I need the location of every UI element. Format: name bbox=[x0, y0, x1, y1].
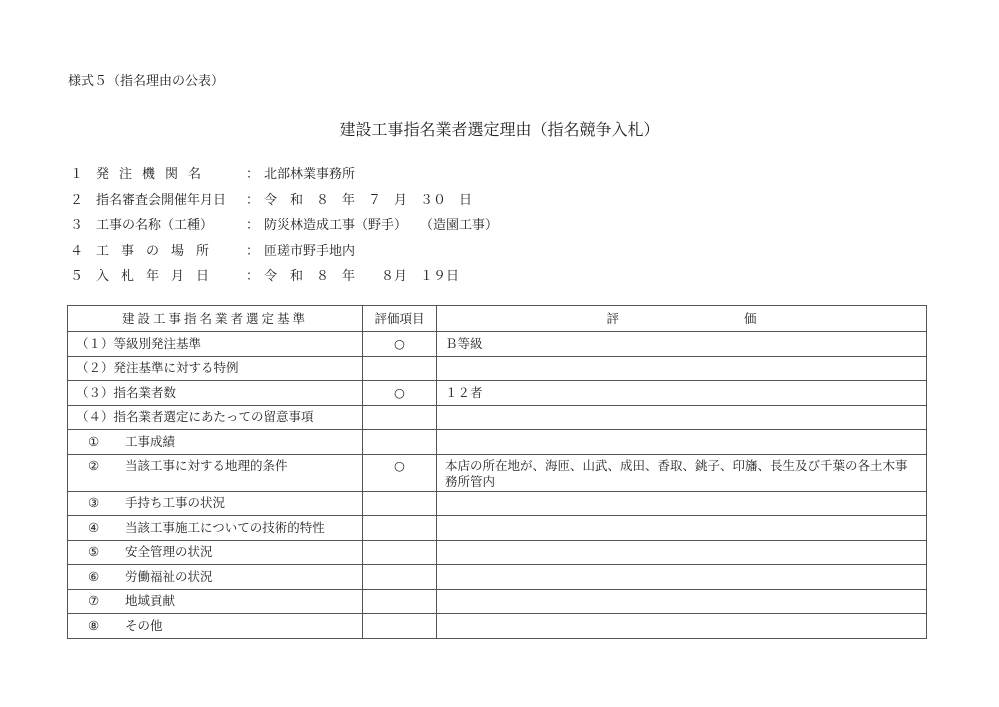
evaluation-text bbox=[437, 565, 927, 590]
selection-criteria-table bbox=[67, 305, 927, 639]
subcriteria-cell bbox=[68, 565, 363, 590]
form-label: 様式５（指名理由の公表） bbox=[68, 74, 225, 89]
info-colon: ： bbox=[246, 167, 260, 183]
info-value: 匝瑳市野手地内 bbox=[264, 243, 356, 259]
table-subrow bbox=[68, 565, 927, 590]
info-number: ２ bbox=[70, 192, 84, 208]
info-row-review-date bbox=[70, 186, 498, 212]
subcriteria-cell bbox=[68, 430, 363, 455]
info-row-agency bbox=[70, 160, 498, 186]
info-colon: ： bbox=[246, 243, 260, 259]
evaluation-mark: ○ bbox=[363, 332, 437, 357]
evaluation-text bbox=[437, 614, 927, 639]
info-row-project-name bbox=[70, 211, 498, 237]
info-label: 工事の場所 bbox=[96, 243, 222, 259]
table-subrow bbox=[68, 430, 927, 455]
info-value: 令 和 ８ 年 ７ 月 ３０ 日 bbox=[264, 192, 473, 208]
subcriteria-cell bbox=[68, 540, 363, 565]
subcriteria-number: ① bbox=[88, 433, 100, 449]
subcriteria-cell bbox=[68, 589, 363, 614]
info-label: 発注機関名 bbox=[96, 167, 212, 183]
evaluation-mark bbox=[363, 430, 437, 455]
evaluation-text: 本店の所在地が、海匝、山武、成田、香取、銚子、印旛、長生及び千葉の各土木事務所管内 bbox=[437, 454, 927, 491]
info-list bbox=[70, 160, 498, 288]
evaluation-mark bbox=[363, 589, 437, 614]
table-subrow bbox=[68, 614, 927, 639]
evaluation-text: Ｂ等級 bbox=[437, 332, 927, 357]
subcriteria-label: 労働福祉の状況 bbox=[125, 568, 213, 584]
evaluation-mark bbox=[363, 565, 437, 590]
subcriteria-number: ⑤ bbox=[88, 544, 100, 560]
subcriteria-label: 手持ち工事の状況 bbox=[125, 495, 226, 511]
subcriteria-label: 安全管理の状況 bbox=[125, 544, 213, 560]
criteria-label: （１）等級別発注基準 bbox=[68, 332, 363, 357]
evaluation-text bbox=[437, 516, 927, 541]
subcriteria-label: 当該工事施工についての技術的特性 bbox=[125, 519, 325, 535]
evaluation-text bbox=[437, 589, 927, 614]
table-row bbox=[68, 381, 927, 406]
evaluation-mark bbox=[363, 516, 437, 541]
info-value: 防災林造成工事（野手） （造園工事） bbox=[264, 218, 499, 234]
info-number: １ bbox=[70, 167, 84, 183]
criteria-label: （４）指名業者選定にあたっての留意事項 bbox=[68, 405, 363, 430]
subcriteria-label: 当該工事に対する地理的条件 bbox=[125, 457, 288, 473]
info-colon: ： bbox=[246, 192, 260, 208]
subcriteria-number: ③ bbox=[88, 495, 100, 511]
subcriteria-cell bbox=[68, 454, 363, 491]
info-value: 令 和 ８ 年 ８月 １９日 bbox=[264, 269, 460, 285]
evaluation-mark: ○ bbox=[363, 454, 437, 491]
info-number: ４ bbox=[70, 243, 84, 259]
info-row-location bbox=[70, 237, 498, 263]
subcriteria-cell bbox=[68, 491, 363, 516]
info-label: 指名審査会開催年月日 bbox=[96, 192, 227, 208]
evaluation-text bbox=[437, 430, 927, 455]
evaluation-text bbox=[437, 540, 927, 565]
header-evaluation-item: 評価項目 bbox=[363, 306, 437, 332]
subcriteria-number: ⑦ bbox=[88, 593, 100, 609]
subcriteria-number: ② bbox=[88, 457, 100, 473]
table-subrow bbox=[68, 516, 927, 541]
subcriteria-cell bbox=[68, 614, 363, 639]
table-row bbox=[68, 332, 927, 357]
subcriteria-label: 地域貢献 bbox=[125, 593, 176, 609]
evaluation-mark bbox=[363, 614, 437, 639]
table-subrow bbox=[68, 540, 927, 565]
subcriteria-cell bbox=[68, 516, 363, 541]
info-label: 工事の名称（工種） bbox=[96, 218, 214, 234]
table-subrow bbox=[68, 589, 927, 614]
info-number: ３ bbox=[70, 218, 84, 234]
evaluation-text bbox=[437, 356, 927, 381]
table-row bbox=[68, 356, 927, 381]
evaluation-text: １２者 bbox=[437, 381, 927, 406]
evaluation-mark bbox=[363, 356, 437, 381]
info-label: 入札年月日 bbox=[96, 269, 222, 285]
header-evaluation-text: 評 価 bbox=[606, 310, 757, 326]
header-criteria: 建設工事指名業者選定基準 bbox=[68, 306, 363, 332]
document-title: 建設工事指名業者選定理由（指名競争入札） bbox=[339, 120, 660, 139]
info-number: ５ bbox=[70, 269, 84, 285]
table-row bbox=[68, 405, 927, 430]
subcriteria-label: その他 bbox=[125, 617, 163, 633]
evaluation-mark: ○ bbox=[363, 381, 437, 406]
criteria-label: （２）発注基準に対する特例 bbox=[68, 356, 363, 381]
info-value: 北部林業事務所 bbox=[264, 167, 356, 183]
header-evaluation bbox=[437, 306, 927, 332]
subcriteria-number: ⑥ bbox=[88, 568, 100, 584]
subcriteria-number: ⑧ bbox=[88, 617, 100, 633]
criteria-label: （３）指名業者数 bbox=[68, 381, 363, 406]
evaluation-mark bbox=[363, 540, 437, 565]
evaluation-mark bbox=[363, 405, 437, 430]
info-colon: ： bbox=[246, 218, 260, 234]
info-colon: ： bbox=[246, 269, 260, 285]
table-subrow bbox=[68, 491, 927, 516]
subcriteria-label: 工事成績 bbox=[125, 433, 176, 449]
subcriteria-number: ④ bbox=[88, 519, 100, 535]
evaluation-text bbox=[437, 405, 927, 430]
evaluation-mark bbox=[363, 491, 437, 516]
info-row-bid-date bbox=[70, 262, 498, 288]
evaluation-text bbox=[437, 491, 927, 516]
table-subrow bbox=[68, 454, 927, 491]
